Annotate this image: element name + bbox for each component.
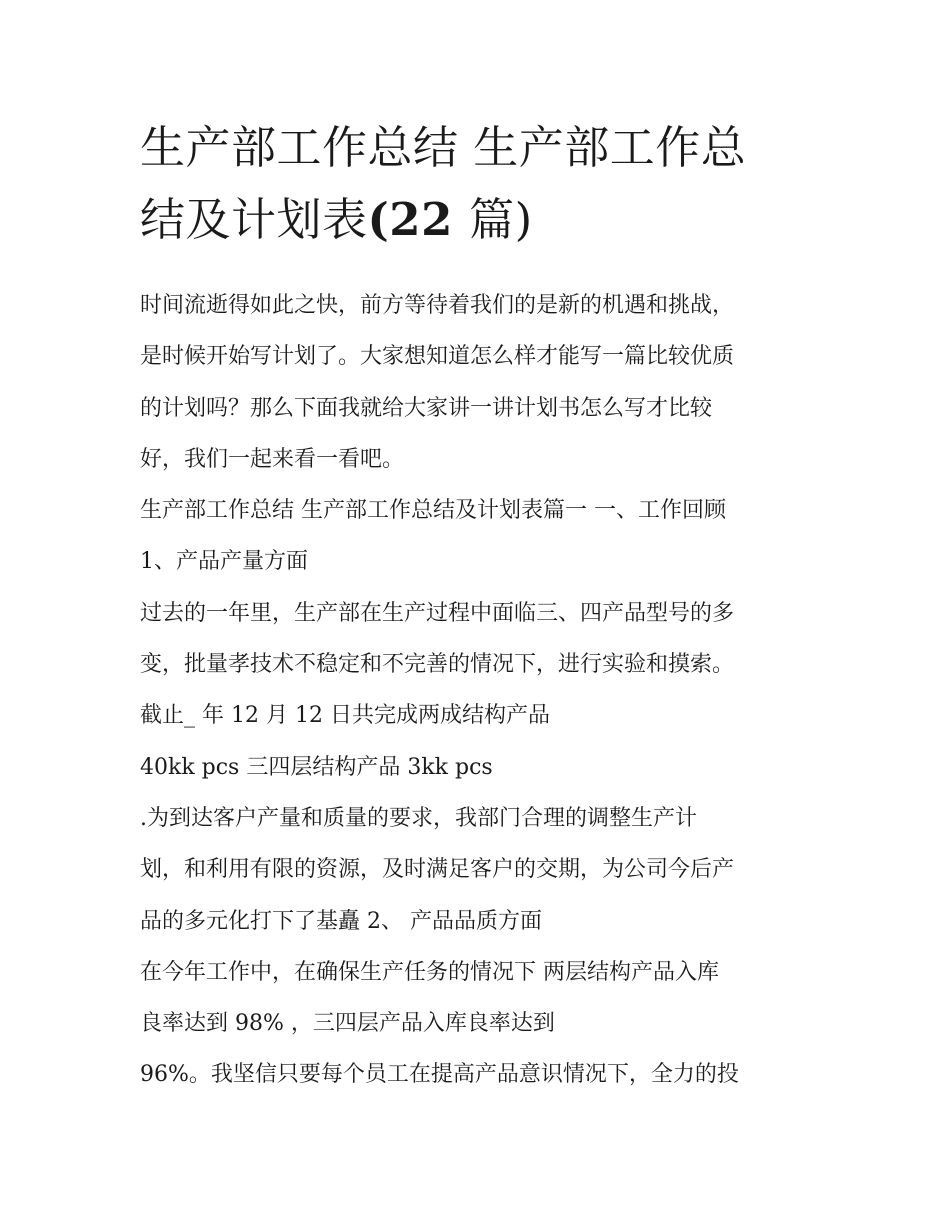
body-line-1: 时间流逝得如此之快，前方等待着我们的是新的机遇和挑战， [140, 293, 735, 318]
title-line-2-end: 篇) [469, 193, 533, 246]
section-heading: 生产部工作总结 生产部工作总结及计划表篇一 一、工作回顾 [140, 498, 726, 524]
body-line-13: 品的多元化打下了基矗 2、 产品品质方面 [140, 908, 542, 934]
title-line-1: 生产部工作总结 生产部工作总 [140, 121, 747, 174]
body-line-7: 过去的一年里，生产部在生产过程中面临三、四产品型号的多 [140, 600, 735, 626]
body-line-16: 96%。我坚信只要每个员工在提高产品意识情况下，全力的投 [140, 1062, 739, 1088]
body-line-14: 在今年工作中，在确保生产任务的情况下 两层结构产品入库 [140, 959, 719, 985]
body-line-15: 良率达到 98% ，三四层产品入库良率达到 [140, 1011, 555, 1037]
document-title [140, 112, 830, 256]
body-line-9: 截止_ 年 12 月 12 日共完成两成结构产品 [140, 703, 550, 729]
title-line-2-text: 结及计划表 [140, 193, 368, 246]
subsection-heading-output: 1、产品产量方面 [140, 549, 308, 575]
title-line-2 [140, 184, 830, 256]
body-line-12: 划，和利用有限的资源，及时满足客户的交期，为公司今后产 [140, 857, 735, 883]
body-line-11: .为到达客户产量和质量的要求，我部门合理的调整生产计 [140, 805, 697, 831]
document-body [140, 280, 830, 1101]
body-line-10: 40kk pcs 三四层结构产品 3kk pcs [140, 754, 493, 780]
body-line-3: 的计划吗？那么下面我就给大家讲一讲计划书怎么写才比较 [140, 395, 713, 421]
body-line-8: 变，批量孝技术不稳定和不完善的情况下，进行实验和摸索。 [140, 652, 735, 678]
body-line-2: 是时候开始写计划了。大家想知道怎么样才能写一篇比较优质 [140, 344, 735, 370]
body-line-4: 好，我们一起来看一看吧。 [140, 446, 405, 472]
title-count: (22 [367, 193, 470, 246]
